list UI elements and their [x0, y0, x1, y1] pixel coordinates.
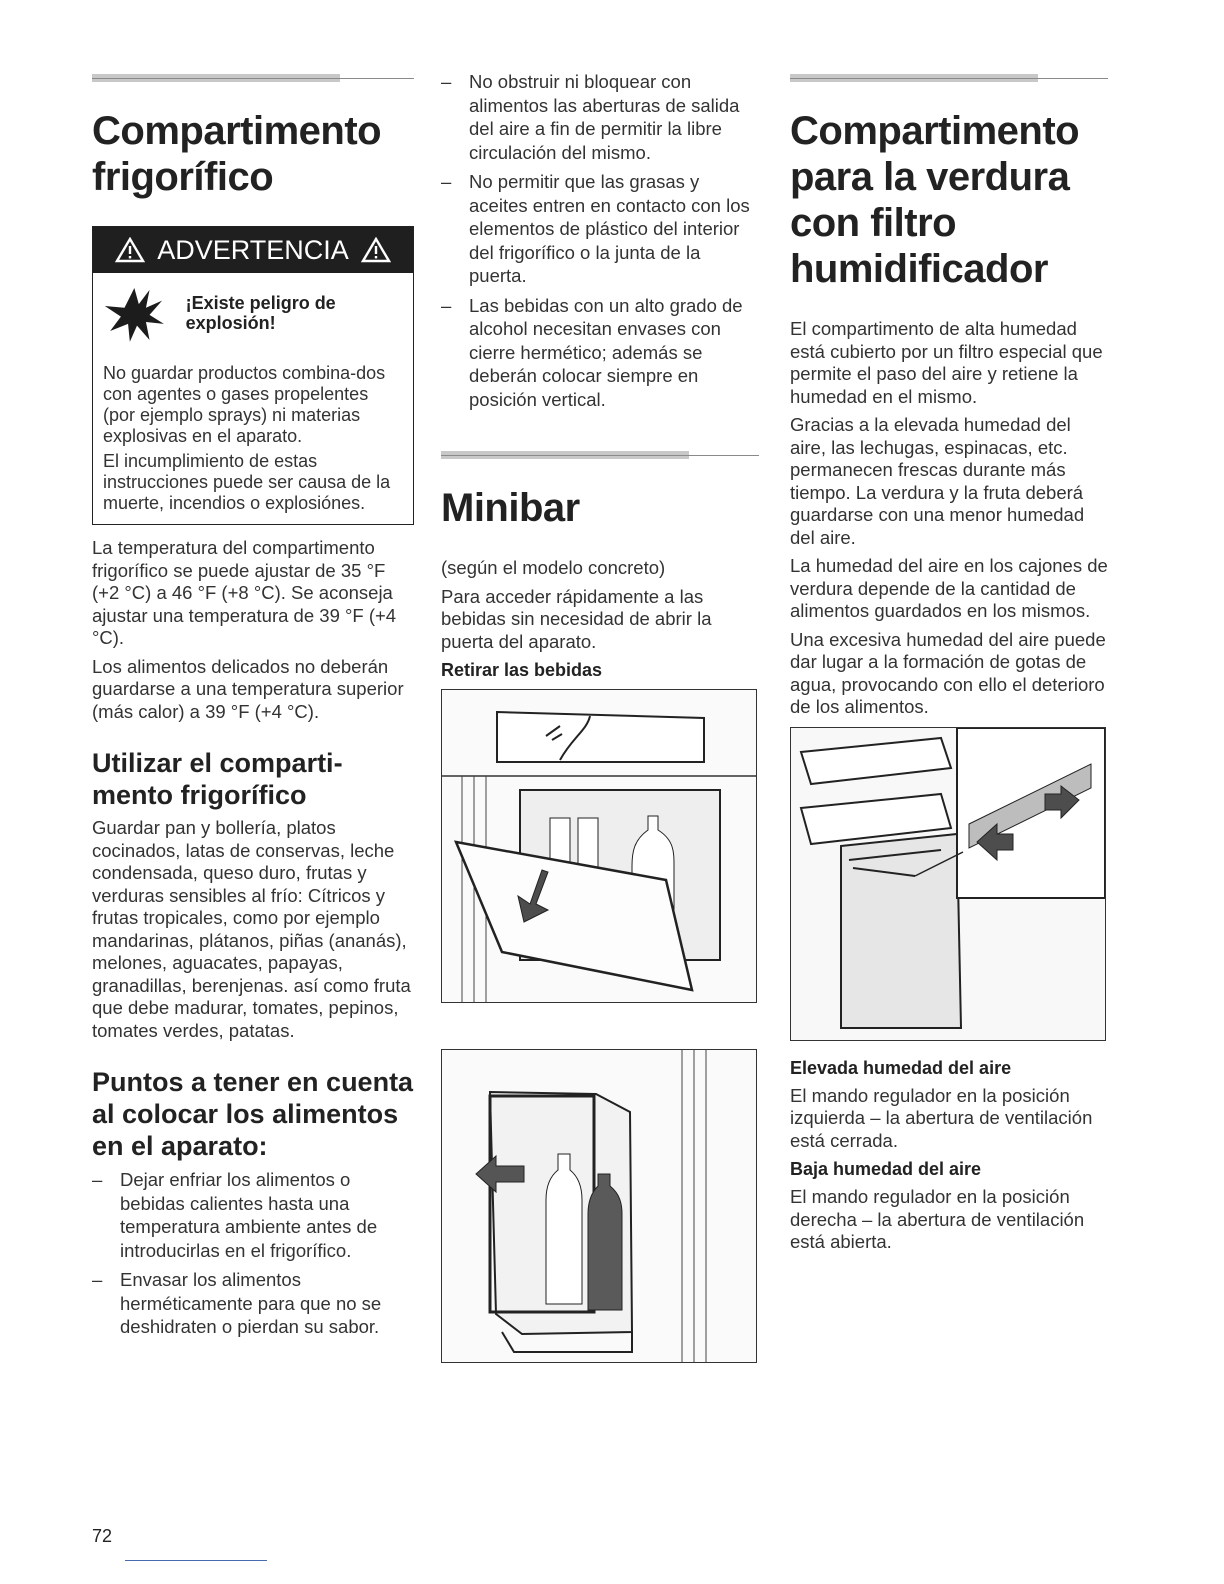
section-rule — [92, 74, 414, 82]
humidity-drawer-illustration — [790, 727, 1106, 1041]
paragraph: La temperatura del compartimento frigorífico se puede ajustar de 35 °F (+2 °C) a 46 °F (+8 °C). Se aconseja ajustar una temperatura de 39 °F (+4 °C). — [92, 537, 397, 648]
paragraph: El compartimento de alta humedad está cubierto por un filtro especial que permite el paso del aire y retiene la humedad en el mismo. — [790, 318, 1103, 407]
heading-remove-drinks: Retirar las bebidas — [441, 660, 603, 680]
paragraph: Los alimentos delicados no deberán guardarse a una temperatura superior (más calor) a 39 °F (+4 °C). — [92, 655, 404, 722]
heading-high-humidity: Elevada humedad del aire — [790, 1057, 1012, 1078]
points-list — [92, 1168, 414, 1339]
warning-triangle-icon — [115, 237, 145, 263]
heading-points: Puntos a tener en cuenta al colocar los alimentos en el aparato: — [92, 1067, 414, 1161]
heading-use-compartment: Utilizar el comparti-mento frigorífico — [92, 748, 343, 810]
warning-header — [93, 227, 413, 273]
warning-text: No guardar productos combina-dos con agentes o gases propelentes (por ejemplo sprays) ni materias explosivas en el aparato. — [103, 363, 386, 446]
list-item: – No permitir que las grasas y aceites entren en contacto con los elementos de plástico del interior del frigorífico o la junta de la puerta. — [441, 170, 759, 288]
list-item: – Dejar enfriar los alimentos o bebidas calientes hasta una temperatura ambiente antes de introducirlas en el frigorífico. — [92, 1168, 414, 1262]
section-rule — [790, 74, 1108, 82]
right-column — [790, 74, 1108, 1260]
title-fridge-compartment: Compartimento frigorífico — [92, 109, 382, 199]
middle-column — [441, 70, 759, 1363]
paragraph: El mando regulador en la posición derecha – la abertura de ventilación está abierta. — [790, 1186, 1085, 1252]
paragraph: Guardar pan y bollería, platos cocinados, latas de conservas, leche condensada, queso duro, frutas y verduras sensibles al frío: Cítricos y frutas tropicales, como por ejemplo mandarinas, plátanos, piñas (ananás), melones, aguacates, papayas, granadillas, berenjenas. así como fruta que debe madurar, tomates, pepinos, tomates verdes, patatas. — [92, 817, 411, 1041]
warning-box — [92, 226, 414, 525]
points-list-continued — [441, 70, 759, 411]
list-item: – Envasar los alimentos herméticamente para que no se deshidraten o pierdan su sabor. — [92, 1268, 414, 1339]
left-column — [92, 74, 414, 1345]
list-item: – Las bebidas con un alto grado de alcohol necesitan envases con cierre hermético; además se deberán colocar siempre en posición vertical. — [441, 294, 759, 412]
paragraph: Para acceder rápidamente a las bebidas sin necesidad de abrir la puerta del aparato. — [441, 585, 712, 652]
minibar-door-illustration — [441, 689, 757, 1003]
section-rule — [441, 451, 759, 459]
paragraph: El mando regulador en la posición izquierda – la abertura de ventilación está cerrada. — [790, 1084, 1093, 1151]
paragraph: Una excesiva humedad del aire puede dar lugar a la formación de gotas de agua, provocando con ello el deterioro de los alimentos. — [790, 628, 1106, 717]
title-minibar: Minibar — [441, 486, 580, 530]
warning-label: ADVERTENCIA — [157, 234, 349, 265]
heading-low-humidity: Baja humedad del aire — [790, 1159, 982, 1179]
explosion-icon — [103, 281, 166, 347]
warning-text: El incumplimiento de estas instrucciones puede ser causa de la muerte, incendios o explosiónes. — [103, 451, 391, 513]
paragraph: La humedad del aire en los cajones de verdura depende de la cantidad de alimentos guardados en los mismos. — [790, 555, 1108, 621]
warning-triangle-icon — [361, 237, 391, 263]
page-number: 72 — [92, 1526, 113, 1546]
minibar-bottle-illustration — [441, 1049, 757, 1363]
title-vegetable-compartment: Compartimento para la verdura con filtro humidificador — [790, 109, 1080, 291]
footer-rule — [125, 1560, 267, 1561]
list-item: – No obstruir ni bloquear con alimentos las aberturas de salida del aire a fin de permitir la libre circulación del mismo. — [441, 70, 759, 164]
paragraph: Gracias a la elevada humedad del aire, las lechugas, espinacas, etc. permanecen frescas durante más tiempo. La verdura y la fruta deberá guardarse con una menor humedad del aire. — [790, 414, 1085, 548]
model-note: (según el modelo concreto) — [441, 557, 666, 578]
explosion-hazard-text: ¡Existe peligro de explosión! — [185, 293, 336, 333]
